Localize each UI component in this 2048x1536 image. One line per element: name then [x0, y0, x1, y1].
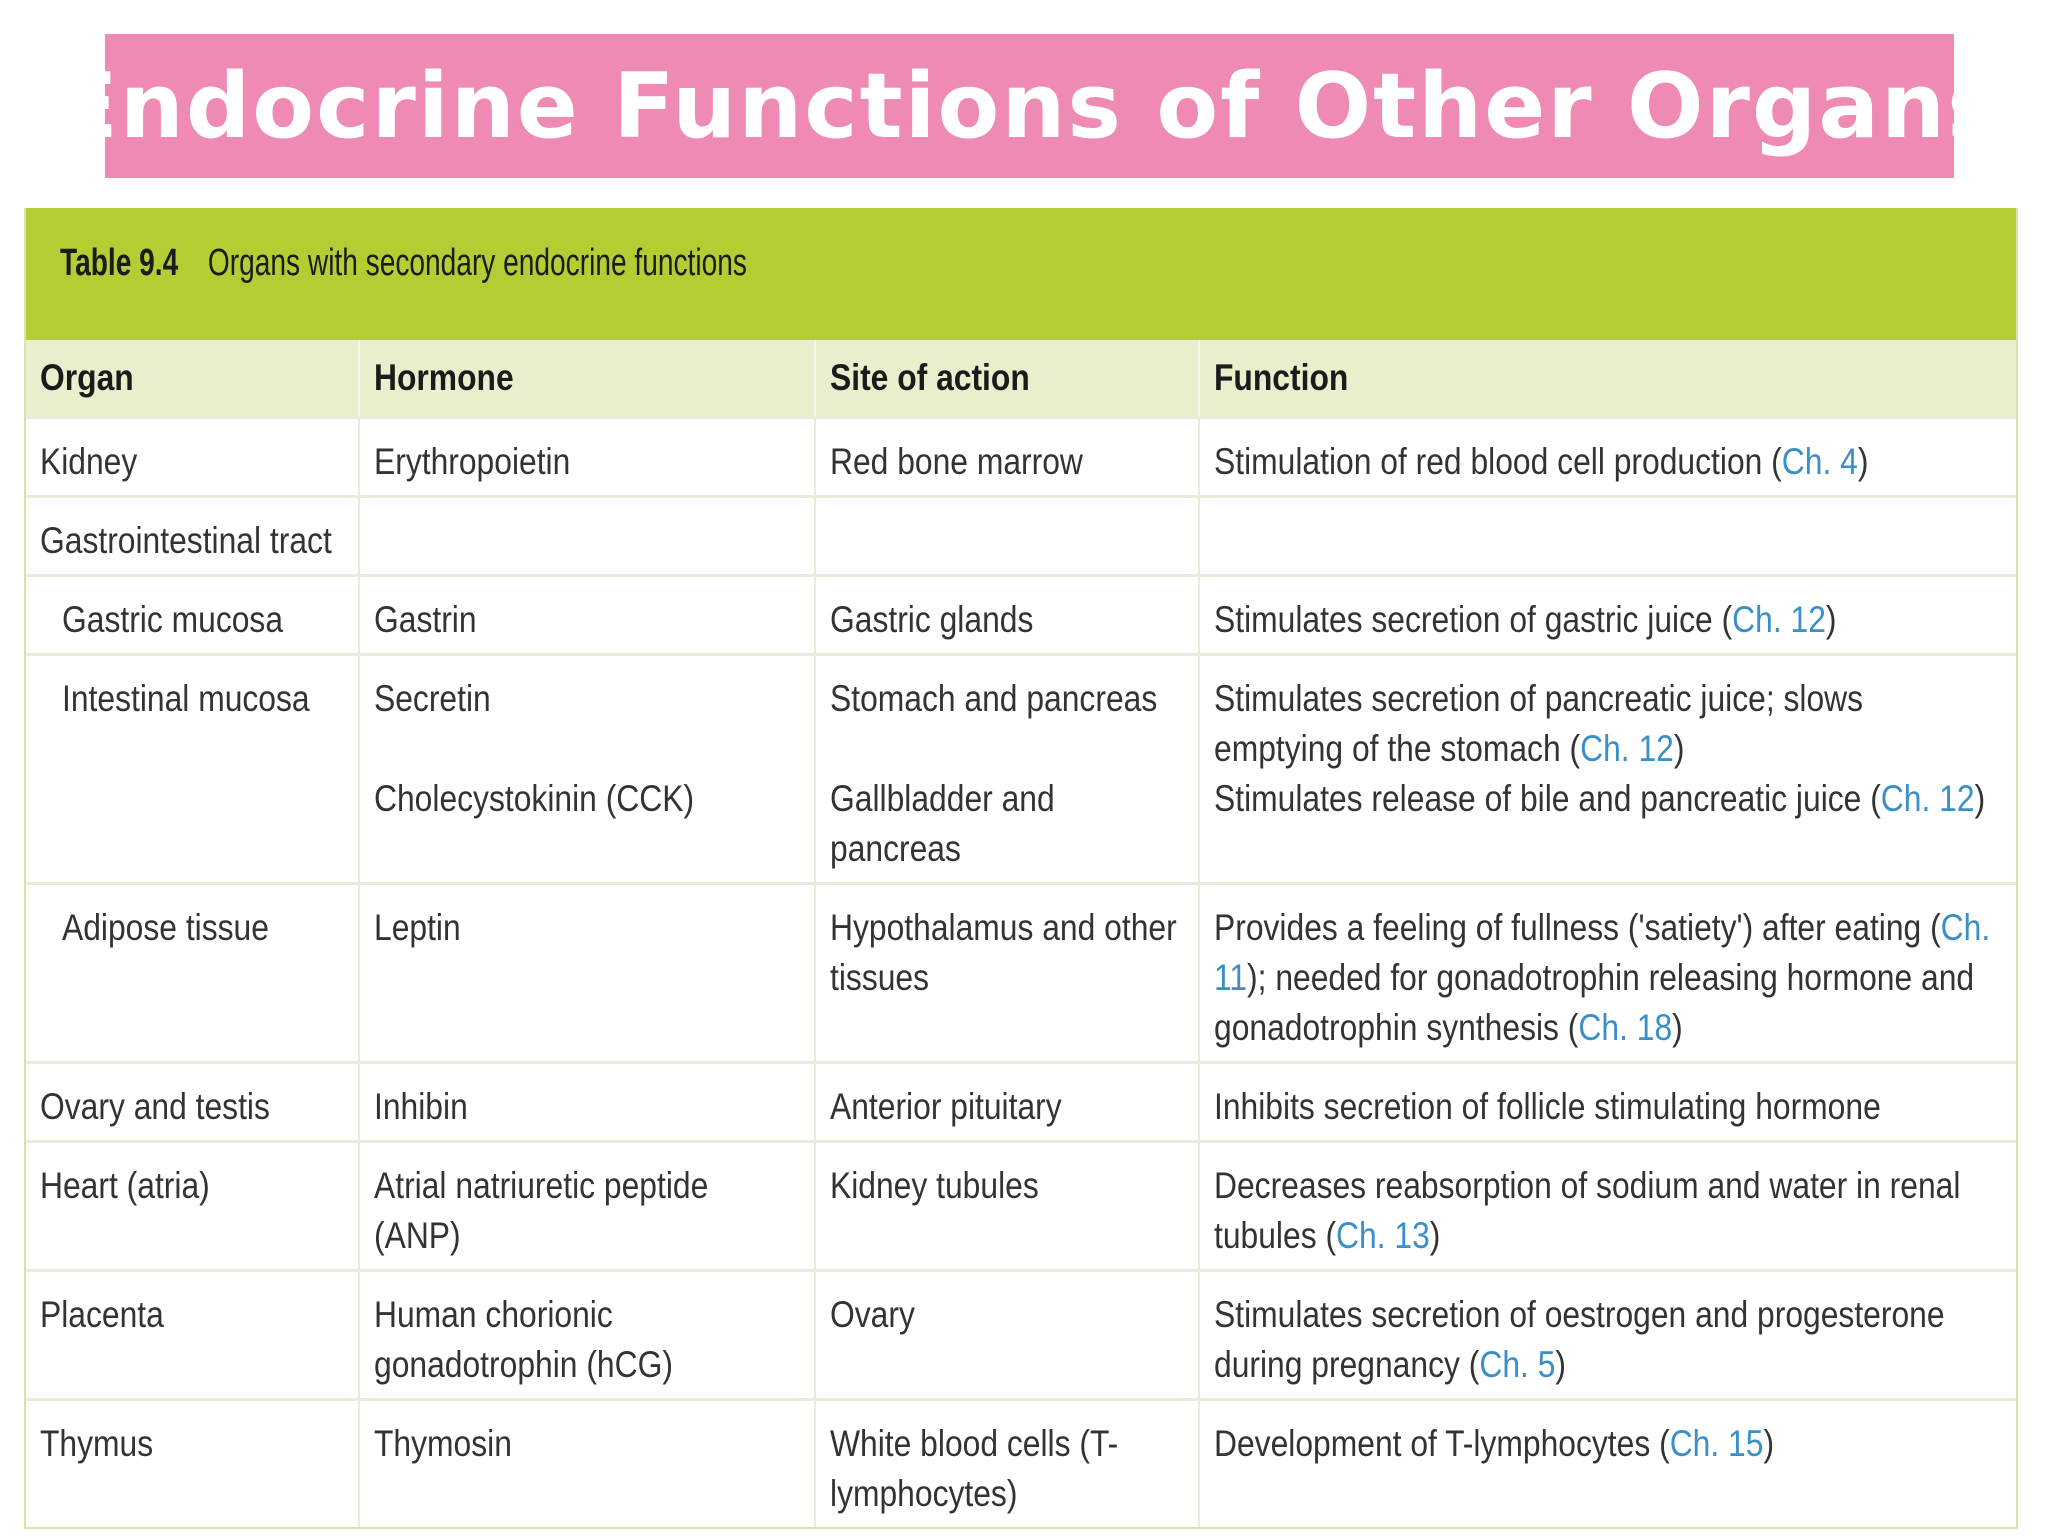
table-title: Organs with secondary endocrine functions	[207, 242, 747, 284]
chapter-link[interactable]: Ch. 13	[1336, 1215, 1430, 1256]
site-cell: Ovary	[815, 1271, 1199, 1400]
site-cell: Kidney tubules	[815, 1142, 1199, 1271]
table-row	[26, 1142, 2016, 1271]
table-row	[26, 497, 2016, 576]
endocrine-table	[24, 208, 2018, 1529]
table-row	[26, 576, 2016, 655]
function-cell: Stimulates secretion of oestrogen and progesterone during pregnancy (Ch. 5)	[1199, 1271, 2016, 1400]
hormone-cell: Erythropoietin	[359, 418, 815, 497]
table-row	[26, 1063, 2016, 1142]
page-title: Endocrine Functions of Other Organs	[56, 53, 2003, 159]
organ-cell: Kidney	[26, 418, 359, 497]
table-row	[26, 1271, 2016, 1400]
function-cell: Stimulates secretion of pancreatic juice; slows emptying of the stomach (Ch. 12) Stimulates release of bile and pancreatic juice (Ch. 12)	[1199, 655, 2016, 884]
organ-cell: Gastrointestinal tract	[26, 497, 359, 576]
organ-cell: Heart (atria)	[26, 1142, 359, 1271]
table-row	[26, 418, 2016, 497]
hormone-cell: Secretin Cholecystokinin (CCK)	[359, 655, 815, 884]
hormone-cell: Thymosin	[359, 1400, 815, 1528]
table-caption	[26, 208, 2016, 340]
chapter-link[interactable]: Ch. 15	[1669, 1423, 1764, 1464]
title-banner	[56, 34, 2003, 178]
table-row	[26, 884, 2016, 1063]
organ-cell: Placenta	[26, 1271, 359, 1400]
chapter-link[interactable]: Ch. 12	[1880, 778, 1975, 819]
site-cell: Red bone marrow	[815, 418, 1199, 497]
header-hormone: Hormone	[359, 340, 815, 418]
function-cell: Stimulates secretion of gastric juice (Ch. 12)	[1199, 576, 2016, 655]
hormone-cell: Inhibin	[359, 1063, 815, 1142]
function-cell: Decreases reabsorption of sodium and water in renal tubules (Ch. 13)	[1199, 1142, 2016, 1271]
organ-cell: Thymus	[26, 1400, 359, 1528]
site-cell: Gastric glands	[815, 576, 1199, 655]
function-cell: Inhibits secretion of follicle stimulating hormone	[1199, 1063, 2016, 1142]
organ-cell: Adipose tissue	[26, 884, 359, 1063]
header-organ: Organ	[26, 340, 359, 418]
site-cell: White blood cells (T-lymphocytes)	[815, 1400, 1199, 1528]
organ-cell: Gastric mucosa	[26, 576, 359, 655]
hormone-cell: Atrial natriuretic peptide (ANP)	[359, 1142, 815, 1271]
table-number: Table 9.4	[60, 242, 179, 284]
chapter-link[interactable]: Ch. 18	[1578, 1007, 1673, 1048]
chapter-link[interactable]: Ch. 11	[1214, 907, 1991, 998]
function-cell: Stimulation of red blood cell production (Ch. 4)	[1199, 418, 2016, 497]
organ-cell: Ovary and testis	[26, 1063, 359, 1142]
chapter-link[interactable]: Ch. 4	[1781, 441, 1858, 482]
function-cell: Provides a feeling of fullness ('satiety') after eating (Ch. 11); needed for gonadotrophin releasing hormone and gonadotrophin synthesis (Ch. 18)	[1199, 884, 2016, 1063]
chapter-link[interactable]: Ch. 12	[1580, 728, 1674, 769]
header-row	[26, 340, 2016, 418]
hormone-cell: Human chorionic gonadotrophin (hCG)	[359, 1271, 815, 1400]
header-site: Site of action	[815, 340, 1199, 418]
hormone-cell: Gastrin	[359, 576, 815, 655]
organ-table	[26, 340, 2016, 1527]
header-function: Function	[1199, 340, 2016, 418]
site-cell: Stomach and pancreas Gallbladder and pancreas	[815, 655, 1199, 884]
table-row	[26, 655, 2016, 884]
site-cell: Anterior pituitary	[815, 1063, 1199, 1142]
site-cell: Hypothalamus and other tissues	[815, 884, 1199, 1063]
table-row	[26, 1400, 2016, 1528]
function-cell: Development of T-lymphocytes (Ch. 15)	[1199, 1400, 2016, 1528]
chapter-link[interactable]: Ch. 12	[1732, 599, 1826, 640]
organ-cell: Intestinal mucosa	[26, 655, 359, 884]
chapter-link[interactable]: Ch. 5	[1479, 1344, 1556, 1385]
hormone-cell: Leptin	[359, 884, 815, 1063]
